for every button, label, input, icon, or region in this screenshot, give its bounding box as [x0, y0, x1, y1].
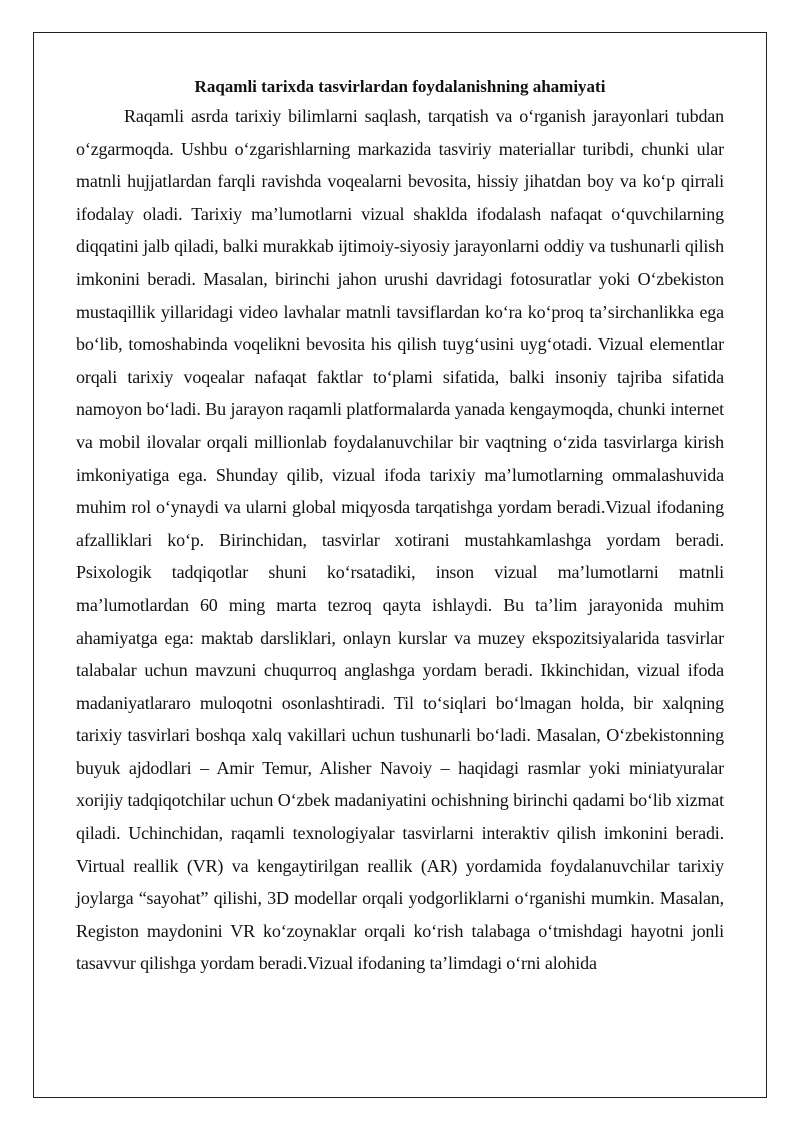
- document-title: Raqamli tarixda tasvirlardan foydalanishning ahamiyati: [194, 77, 606, 96]
- document-content: [76, 76, 724, 980]
- body-paragraph: Raqamli asrda tarixiy bilimlarni saqlash, tarqatish va oʻrganish jarayonlari tubdan oʻzgarmoqda. Ushbu oʻzgarishlarning markazida tasviriy materiallar turibdi, chunki ular matnli hujjatlardan farqli ravishda voqealarni bevosita, hissiy jihatdan boy va koʻp qirrali ifodalay oladi. Tarixiy maʼlumotlarni vizual shaklda ifodalash nafaqat oʻquvchilarning diqqatini jalb qiladi, balki murakkab ijtimoiy-siyosiy jarayonlarni oddiy va tushunarli qilish imkonini beradi. Masalan, birinchi jahon urushi davridagi fotosuratlar yoki Oʻzbekiston mustaqillik yillaridagi video lavhalar matnli tavsiflardan koʻra koʻproq taʼsirchanlikka ega boʻlib, tomoshabinda voqelikni bevosita his qilish tuygʻusini uygʻotadi. Vizual elementlar orqali tarixiy voqealar nafaqat faktlar toʻplami sifatida, balki insoniy tajriba sifatida namoyon boʻladi. Bu jarayon raqamli platformalarda yanada kengaymoqda, chunki internet va mobil ilovalar orqali millionlab foydalanuvchilar bir vaqtning oʻzida tasvirlarga kirish imkoniyatiga ega. Shunday qilib, vizual ifoda tarixiy maʼlumotlarning ommalashuvida muhim rol oʻynaydi va ularni global miqyosda tarqatishga yordam beradi.Vizual ifodaning afzalliklari koʻp. Birinchidan, tasvirlar xotirani mustahkamlashga yordam beradi. Psixologik tadqiqotlar shuni koʻrsatadiki, inson vizual maʼlumotlarni matnli maʼlumotlardan 60 ming marta tezroq qayta ishlaydi. Bu taʼlim jarayonida muhim ahamiyatga ega: maktab darsliklari, onlayn kurslar va muzey ekspozitsiyalarida tasvirlar talabalar uchun mavzuni chuqurroq anglashga yordam beradi. Ikkinchidan, vizual ifoda madaniyatlararo muloqotni osonlashtiradi. Til toʻsiqlari boʻlmagan holda, bir xalqning tarixiy tasvirlari boshqa xalq vakillari uchun tushunarli boʻladi. Masalan, Oʻzbekistonning buyuk ajdodlari – Amir Temur, Alisher Navoiy – haqidagi rasmlar yoki miniatyuralar xorijiy tadqiqotchilar uchun Oʻzbek madaniyatini ochishning birinchi qadami boʻlib xizmat qiladi. Uchinchidan, raqamli texnologiyalar tasvirlarni interaktiv qilish imkonini beradi. Virtual reallik (VR) va kengaytirilgan reallik (AR) yordamida foydalanuvchilar tarixiy joylarga “sayohat” qilishi, 3D modellar orqali yodgorliklarni oʻrganishi mumkin. Masalan, Registon maydonini VR koʻzoynaklar orqali koʻrish talabaga oʻtmishdagi hayotni jonli tasavvur qilishga yordam beradi.Vizual ifodaning taʼlimdagi oʻrni alohida: [76, 106, 724, 974]
